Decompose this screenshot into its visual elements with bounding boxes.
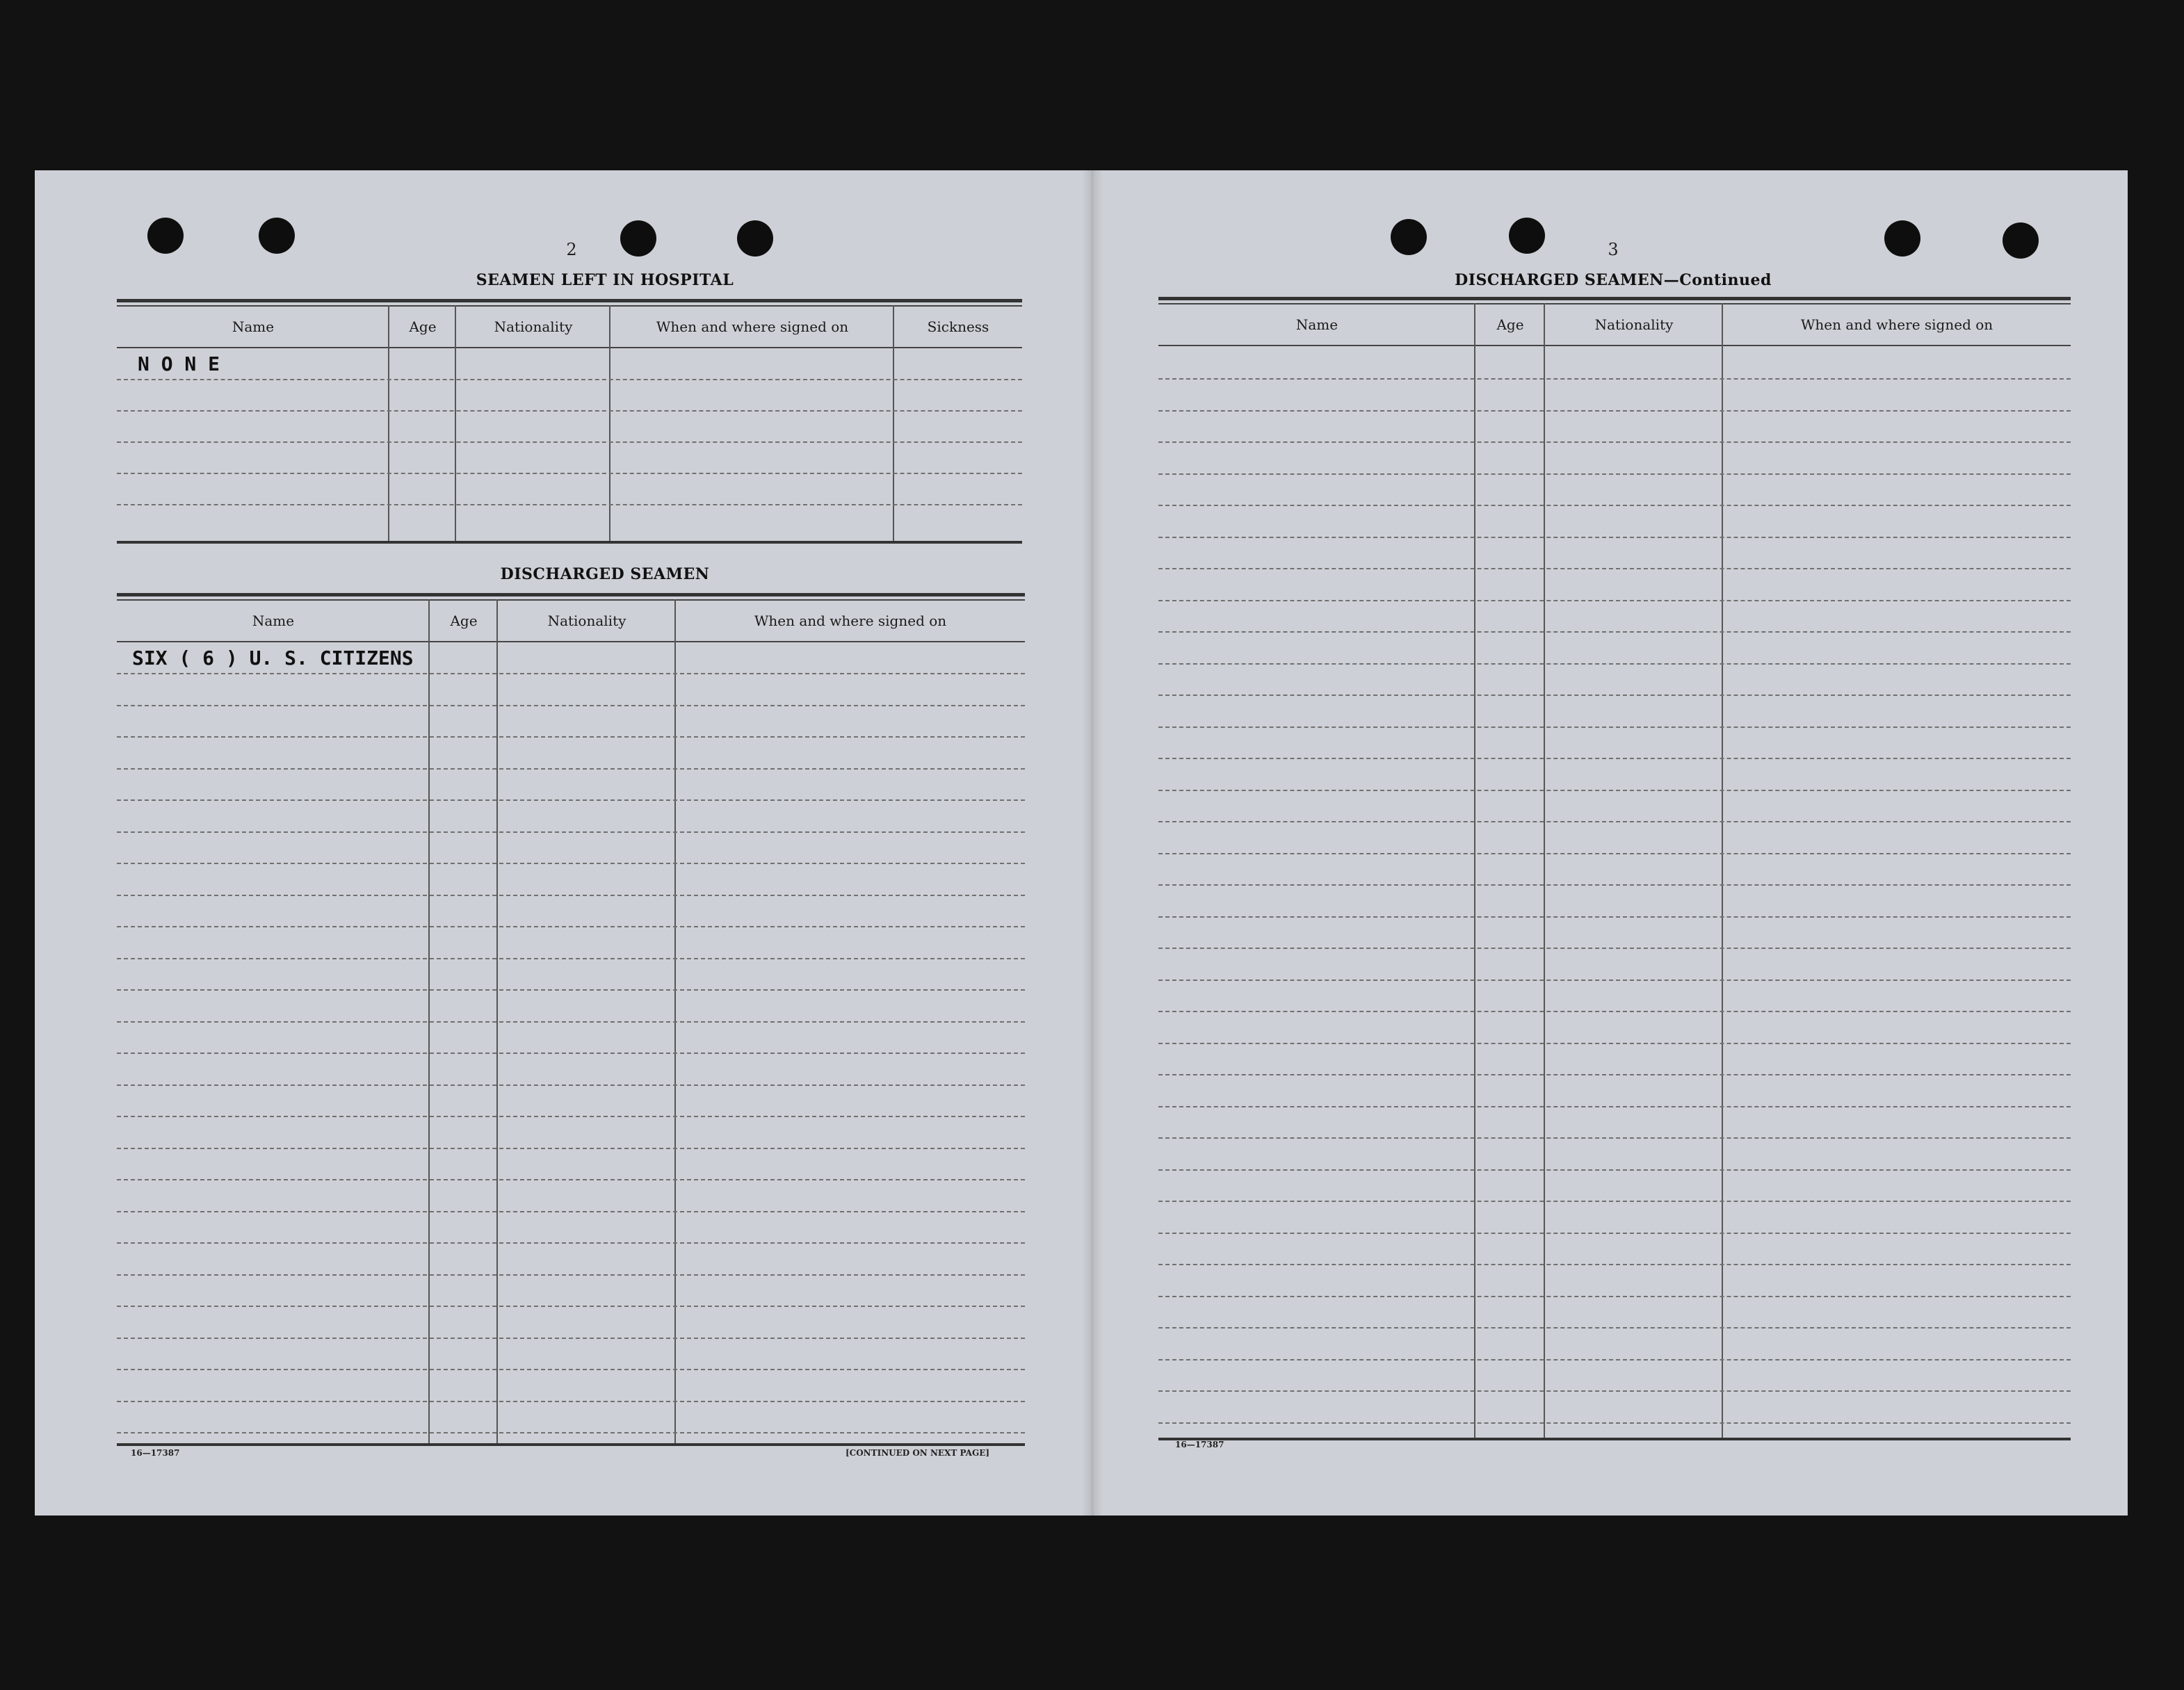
row-rule: [1158, 505, 2071, 506]
form-number: 16—17387: [131, 1448, 180, 1458]
hospital-table: [117, 299, 1022, 546]
punch-hole: [147, 218, 184, 254]
row-rule: [117, 410, 1022, 412]
row-rule: [1158, 441, 2071, 443]
row-rule: [1158, 537, 2071, 538]
column-header-name: Name: [1295, 316, 1338, 333]
row-rule: [1158, 1264, 2071, 1265]
row-rule: [117, 441, 1022, 443]
page-number: 3: [1608, 240, 1619, 259]
row-rule: [1158, 631, 2071, 633]
row-rule: [117, 1242, 1025, 1244]
punch-hole: [2003, 222, 2039, 259]
row-rule: [117, 1401, 1025, 1402]
discharged-section-title: DISCHARGED SEAMEN: [500, 565, 710, 583]
row-rule: [1158, 1201, 2071, 1202]
table-header: [1158, 303, 2071, 346]
punch-hole: [1509, 218, 1545, 254]
column-header-nationality: Nationality: [547, 612, 626, 629]
page-number: 2: [566, 240, 577, 259]
row-rule: [1158, 948, 2071, 949]
document-paper: [35, 170, 2128, 1516]
row-rule: [1158, 410, 2071, 412]
column-rule: [455, 305, 456, 543]
row-rule: [1158, 1169, 2071, 1171]
row-rule: [1158, 1137, 2071, 1139]
punch-hole: [259, 218, 295, 254]
row-rule: [1158, 568, 2071, 569]
row-rule: [1158, 1422, 2071, 1424]
row-rule: [117, 863, 1025, 864]
column-header-age: Age: [409, 318, 437, 335]
row-rule: [117, 473, 1022, 474]
column-header-signed-on: When and where signed on: [1800, 316, 1993, 333]
row-rule: [1158, 1327, 2071, 1329]
row-rule: [1158, 663, 2071, 665]
table-bottom-rule: [117, 541, 1022, 544]
row-rule: [117, 673, 1025, 674]
row-rule: [1158, 1233, 2071, 1234]
row-rule: [117, 1021, 1025, 1023]
row-rule: [117, 831, 1025, 833]
column-rule: [609, 305, 610, 543]
row-rule: [117, 1274, 1025, 1276]
column-header-name: Name: [232, 318, 275, 335]
row-rule: [117, 736, 1025, 738]
row-rule: [1158, 916, 2071, 918]
table-bottom-rule: [117, 1443, 1025, 1446]
row-rule: [1158, 821, 2071, 822]
row-rule: [1158, 980, 2071, 981]
column-rule: [388, 305, 389, 543]
row-rule: [1158, 1390, 2071, 1392]
row-rule: [1158, 1011, 2071, 1012]
row-rule: [117, 799, 1025, 801]
row-rule: [1158, 758, 2071, 759]
discharged-continued-table: [1158, 297, 2071, 1443]
row-rule: [117, 958, 1025, 959]
column-header-signed-on: When and where signed on: [754, 612, 947, 629]
row-rule: [117, 1369, 1025, 1370]
discharged-table: [117, 593, 1025, 1449]
row-rule: [117, 1148, 1025, 1149]
row-rule: [117, 989, 1025, 991]
row-rule: [1158, 1106, 2071, 1107]
punch-hole: [1884, 220, 1920, 257]
row-rule: [1158, 1296, 2071, 1297]
table-bottom-rule: [1158, 1438, 2071, 1440]
row-rule: [117, 1211, 1025, 1212]
hospital-entry: N O N E: [138, 352, 220, 375]
column-header-nationality: Nationality: [1594, 316, 1674, 333]
row-rule: [117, 768, 1025, 770]
form-number: 16—17387: [1175, 1440, 1224, 1449]
row-rule: [117, 1179, 1025, 1180]
row-rule: [1158, 884, 2071, 886]
row-rule: [1158, 1074, 2071, 1075]
row-rule: [1158, 790, 2071, 791]
row-rule: [117, 1084, 1025, 1086]
row-rule: [117, 1306, 1025, 1307]
punch-hole: [737, 220, 773, 257]
row-rule: [117, 504, 1022, 505]
hospital-section-title: SEAMEN LEFT IN HOSPITAL: [476, 271, 734, 289]
column-header-nationality: Nationality: [494, 318, 573, 335]
row-rule: [117, 1432, 1025, 1433]
row-rule: [1158, 726, 2071, 728]
row-rule: [117, 895, 1025, 896]
row-rule: [1158, 473, 2071, 475]
row-rule: [117, 379, 1022, 380]
column-header-name: Name: [252, 612, 295, 629]
column-header-signed-on: When and where signed on: [656, 318, 849, 335]
row-rule: [117, 1338, 1025, 1339]
discharged-entry: SIX ( 6 ) U. S. CITIZENS: [132, 647, 414, 669]
column-header-age: Age: [450, 612, 478, 629]
punch-hole: [1391, 219, 1427, 255]
row-rule: [117, 1116, 1025, 1117]
row-rule: [1158, 853, 2071, 854]
row-rule: [117, 1053, 1025, 1054]
row-rule: [1158, 1359, 2071, 1360]
row-rule: [1158, 694, 2071, 696]
table-header: [117, 599, 1025, 642]
row-rule: [1158, 1043, 2071, 1044]
row-rule: [1158, 600, 2071, 601]
continued-note: [CONTINUED ON NEXT PAGE]: [846, 1448, 990, 1458]
column-header-sickness: Sickness: [927, 318, 989, 335]
column-header-age: Age: [1496, 316, 1524, 333]
page-fold: [1082, 170, 1103, 1516]
table-header: [117, 305, 1022, 348]
row-rule: [117, 926, 1025, 927]
punch-hole: [620, 220, 656, 257]
discharged-continued-title: DISCHARGED SEAMEN—Continued: [1455, 271, 1772, 289]
row-rule: [117, 705, 1025, 706]
column-rule: [893, 305, 894, 543]
row-rule: [1158, 378, 2071, 380]
